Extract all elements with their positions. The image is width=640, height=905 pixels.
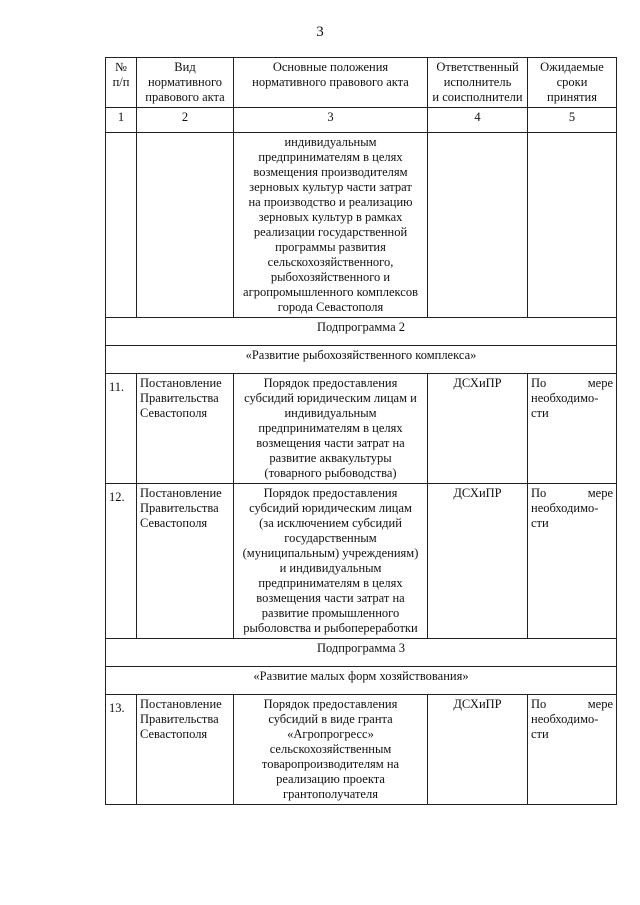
subprogram-name: «Развитие малых форм хозяйствования» [106, 667, 617, 695]
column-number: 3 [234, 108, 428, 133]
cell-main-provisions: Порядок предоставления субсидий юридическим лицам (за исключением субсидий государственным (муниципальным) учреждениям) и индивидуальным предпринимателям в целях возмещения части затрат на развитие промышленного рыболовства и рыбопереработки [234, 484, 428, 639]
subprogram-name-row [106, 346, 617, 374]
term-rest: необходимо- сти [531, 501, 599, 530]
column-number: 2 [137, 108, 234, 133]
cell-main-provisions: Порядок предоставления субсидий юридическим лицам и индивидуальным предпринимателям в целях возмещения части затрат на развитие аквакультуры (товарного рыбоводства) [234, 374, 428, 484]
cell-executor: ДСХиПР [428, 374, 528, 484]
table-row [106, 374, 617, 484]
column-number: 5 [528, 108, 617, 133]
cell-act-type: Постановление Правительства Севастополя [137, 695, 234, 805]
cell-empty [428, 133, 528, 318]
normative-acts-table [105, 57, 617, 805]
table-header-row [106, 58, 617, 108]
subprogram-title: Подпрограмма 3 [106, 639, 617, 667]
header-executor: Ответственный исполнитель и соисполнители [428, 58, 528, 108]
cell-empty [106, 133, 137, 318]
cell-main-provisions: индивидуальным предпринимателям в целях возмещения производителям зерновых культур части затрат на производство и реализацию зерновых культур в рамках реализации государственной программы развития сельскохозяйственного, рыбохозяйственного и агропромышленного комплексов города Севастополя [234, 133, 428, 318]
cell-empty [528, 133, 617, 318]
term-word: По [531, 486, 547, 500]
table-row [106, 484, 617, 639]
page-number: 3 [316, 24, 324, 40]
subprogram-title: Подпрограмма 2 [106, 318, 617, 346]
cell-act-type: Постановление Правительства Севастополя [137, 374, 234, 484]
subprogram-name-row [106, 667, 617, 695]
cell-term [528, 374, 617, 484]
cell-term [528, 484, 617, 639]
column-number: 4 [428, 108, 528, 133]
term-rest: необходимо- сти [531, 391, 599, 420]
cell-row-number: 12. [106, 484, 137, 639]
term-word: По [531, 697, 547, 711]
column-numbers-row [106, 108, 617, 133]
header-num: № п/п [106, 58, 137, 108]
subprogram-name: «Развитие рыбохозяйственного комплекса» [106, 346, 617, 374]
term-word: мере [587, 697, 613, 711]
cell-executor: ДСХиПР [428, 695, 528, 805]
cell-row-number: 13. [106, 695, 137, 805]
header-act-type: Вид нормативного правового акта [137, 58, 234, 108]
subprogram-title-row [106, 639, 617, 667]
cell-term [528, 695, 617, 805]
term-rest: необходимо- сти [531, 712, 599, 741]
cell-act-type: Постановление Правительства Севастополя [137, 484, 234, 639]
column-number: 1 [106, 108, 137, 133]
term-word: мере [587, 376, 613, 390]
term-word: По [531, 376, 547, 390]
table-row [106, 695, 617, 805]
term-word: мере [587, 486, 613, 500]
cell-empty [137, 133, 234, 318]
cell-executor: ДСХиПР [428, 484, 528, 639]
table-row-continuation [106, 133, 617, 318]
cell-row-number: 11. [106, 374, 137, 484]
subprogram-title-row [106, 318, 617, 346]
header-main-provisions: Основные положения нормативного правового акта [234, 58, 428, 108]
header-term: Ожидаемые сроки принятия [528, 58, 617, 108]
cell-main-provisions: Порядок предоставления субсидий в виде гранта «Агропрогресс» сельскохозяйственным товаропроизводителям на реализацию проекта грантополучателя [234, 695, 428, 805]
